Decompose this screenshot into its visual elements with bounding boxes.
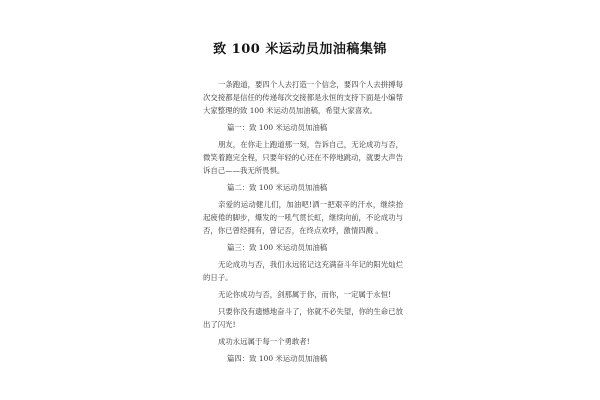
section-heading: 篇三：致 100 米运动员加油稿: [227, 243, 328, 252]
section-paragraph: 亲爱的运动健儿们，加油吧!洒一把艰辛的汗水，继续抬起疲倦的脚步，爆发的一吼气贯长虹，继续向前，不论成功与否，你已曾经拥有，曾记否，在终点欢呼，激情四溅 。: [203, 200, 403, 235]
section-paragraph: 无论你成功与否，剑那属于你，而你，一定属于永恒!: [218, 290, 391, 299]
section-paragraph: 朋友，在你走上跑道那一刻，告诉自己，无论成功与否，微笑着跑完全程，只要年轻的心还在不停地跳动，就要大声告诉自己——我无所畏惧。: [203, 140, 403, 175]
section-paragraph: 无论成功与否，我们永远铭记这充满奋斗年记的阳光灿烂的日子。: [203, 260, 403, 282]
intro-paragraph: 一条跑道，要四个人去打造一个信念，要四个人去拼搏每次交接都是信任的传递每次交接都是永恒的支持下面是小编帮大家整理的致 100 米运动员加油稿，希望大家喜欢。: [203, 80, 403, 115]
section-heading: 篇四：致 100 米运动员加油稿: [227, 354, 328, 363]
page-title: 致 100 米运动员加油稿集锦: [213, 42, 387, 57]
section-heading: 篇二：致 100 米运动员加油稿: [227, 183, 328, 192]
section-paragraph: 成功永远属于每一个勇敢者!: [218, 337, 310, 346]
section-paragraph: 只要你没有遗憾地奋斗了，你就不必失望，你的生命已放出了闪光!: [203, 307, 403, 329]
document-body: [203, 78, 403, 369]
section-heading: 篇一：致 100 米运动员加油稿: [227, 123, 328, 132]
